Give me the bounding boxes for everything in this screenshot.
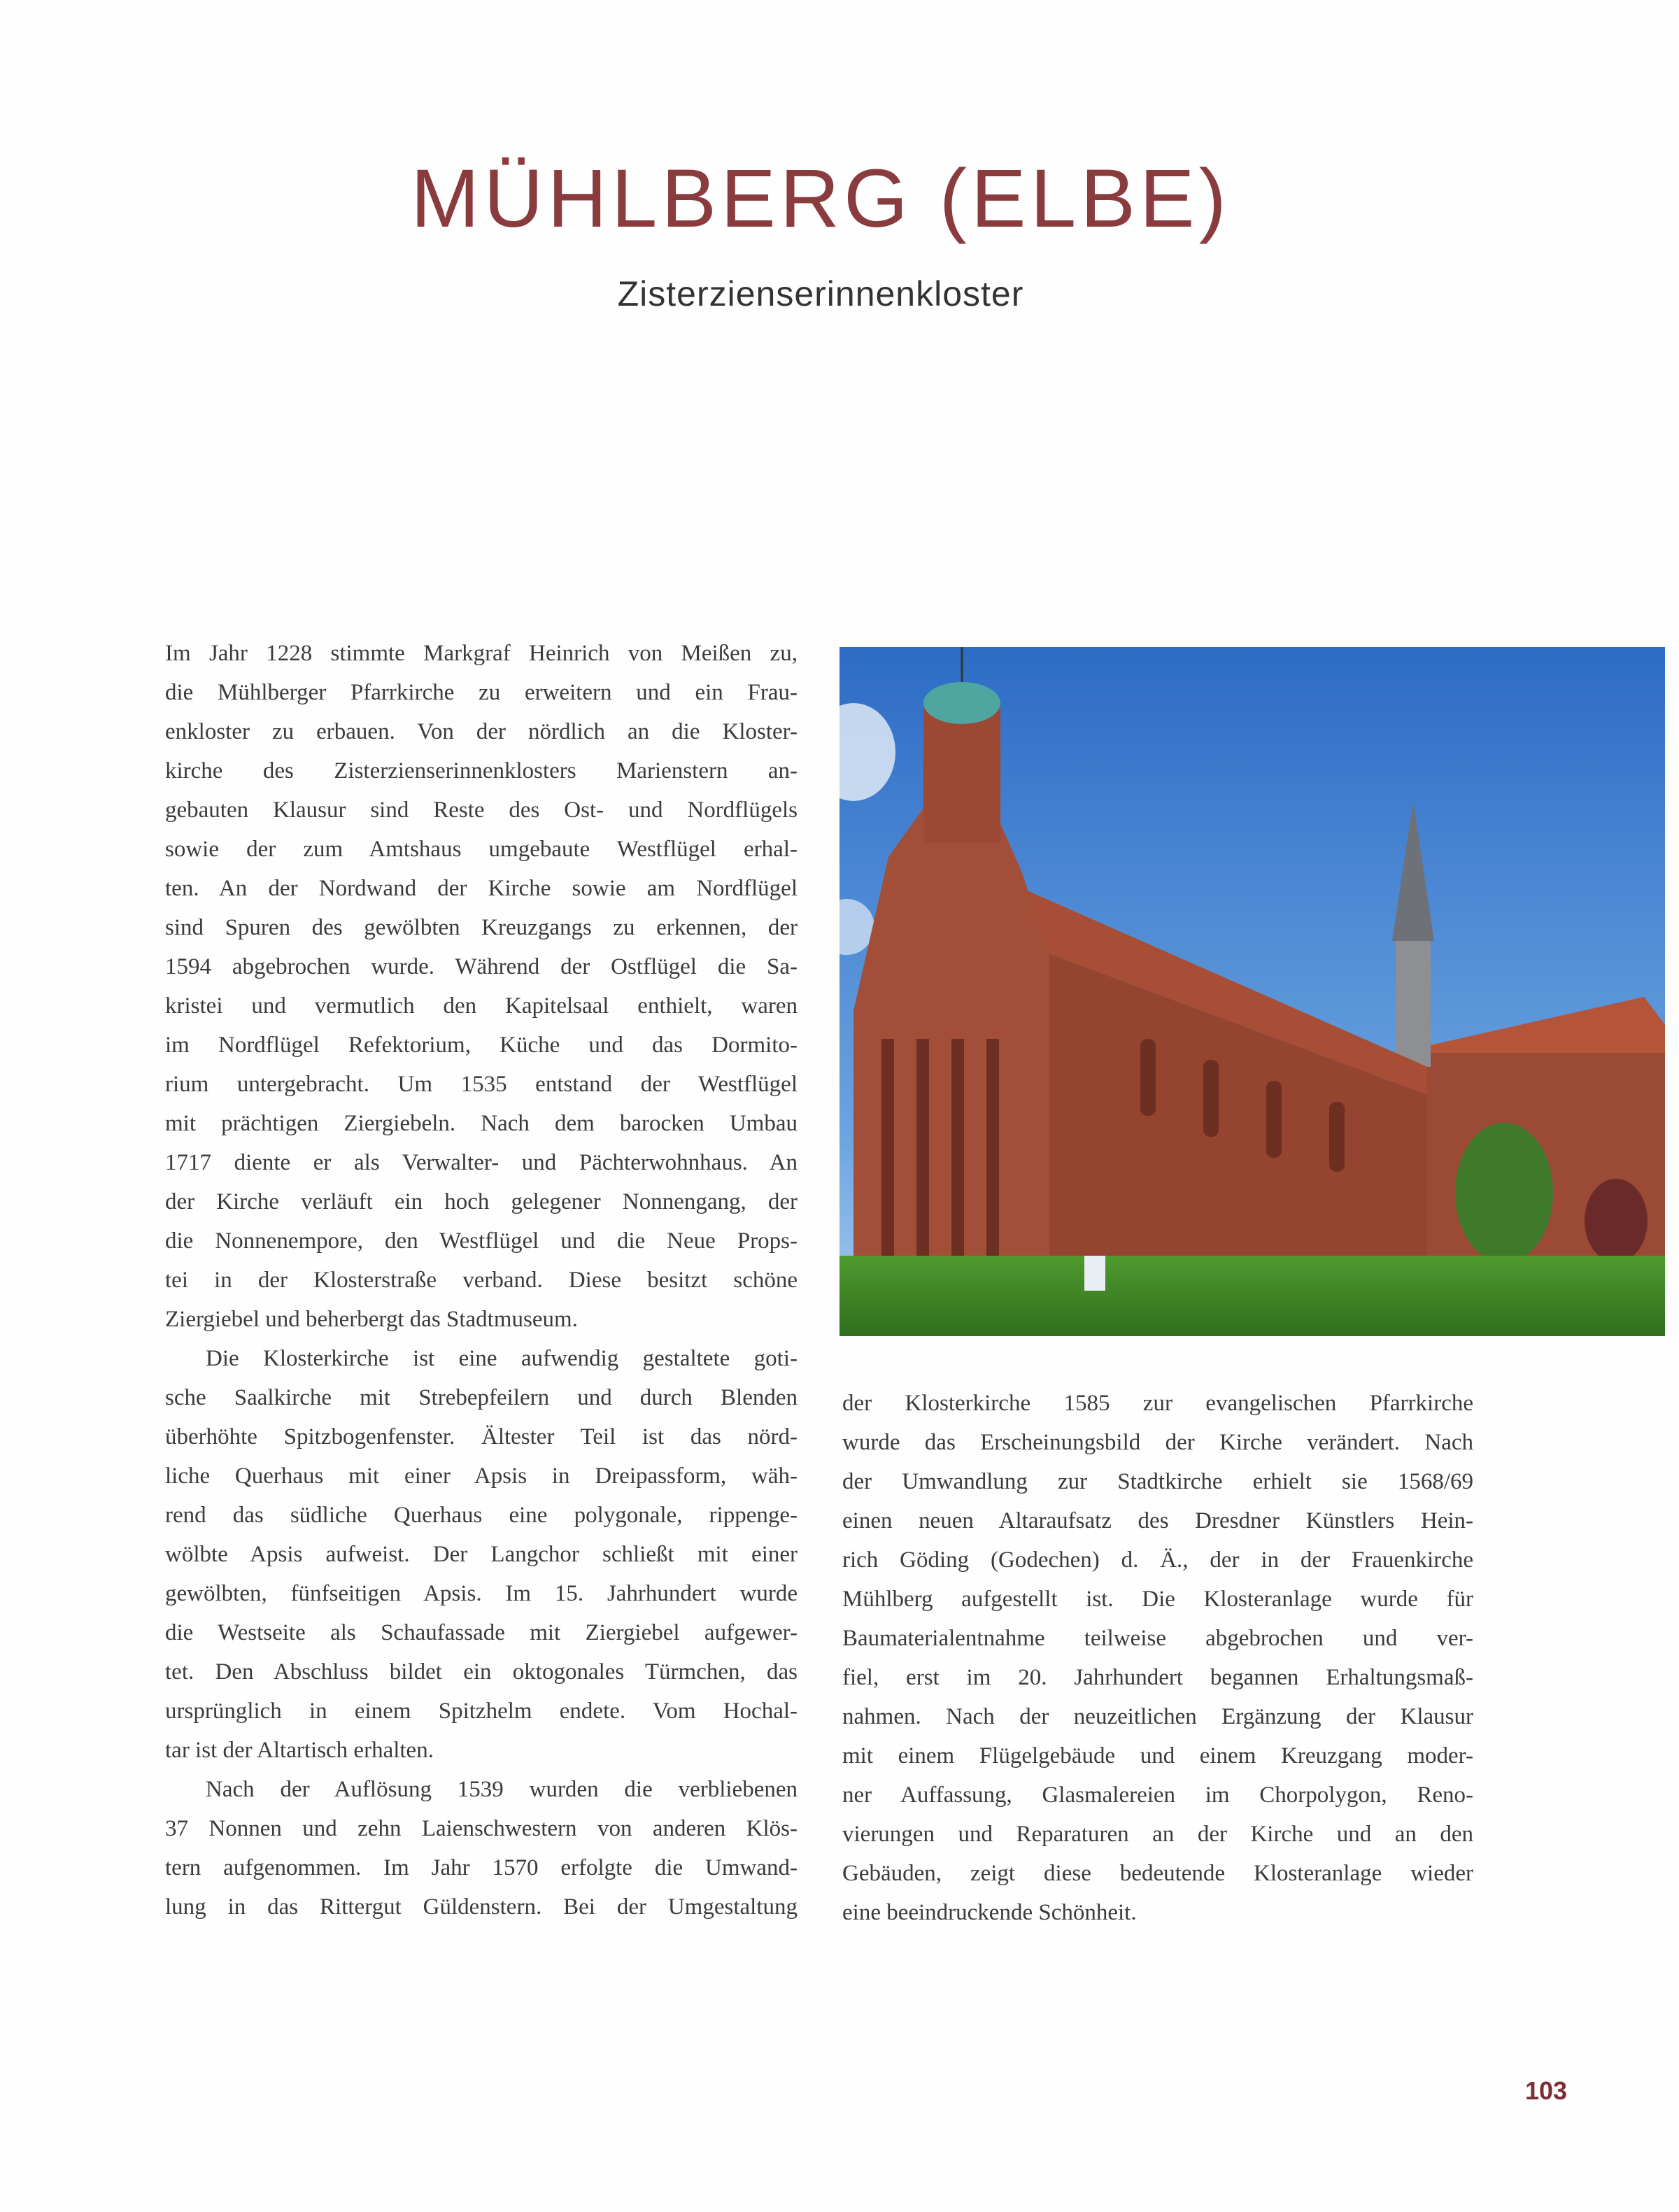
info-sign bbox=[1084, 1256, 1105, 1291]
text-line: 1594 abgebrochen wurde. Während der Ostflügel die Sa- bbox=[165, 954, 798, 979]
text-line: wölbte Apsis aufweist. Der Langchor schließt mit einer bbox=[165, 1542, 798, 1567]
page-title: MÜHLBERG (ELBE) bbox=[411, 153, 1231, 245]
text-line: im Nordflügel Refektorium, Küche und das Dormito- bbox=[165, 1033, 798, 1058]
text-line: Gebäuden, zeigt diese bedeutende Klosteranlage wieder bbox=[842, 1861, 1473, 1886]
text-line: sind Spuren des gewölbten Kreuzgangs zu erkennen, der bbox=[165, 915, 798, 940]
text-line: lung in das Rittergut Güldenstern. Bei der Umgestaltung bbox=[165, 1894, 798, 1920]
text-line: Baumaterialentnahme teilweise abgebrochen und ver- bbox=[842, 1626, 1473, 1651]
text-line: mit prächtigen Ziergiebeln. Nach dem barocken Umbau bbox=[165, 1111, 798, 1136]
text-line: 1717 diente er als Verwalter- und Pächterwohnhaus. An bbox=[165, 1150, 798, 1175]
text-line: enkloster zu erbauen. Von der nördlich an die Kloster- bbox=[165, 719, 798, 744]
tree bbox=[1455, 1123, 1553, 1263]
grass bbox=[840, 1256, 1665, 1336]
text-line: die Mühlberger Pfarrkirche zu erweitern und ein Frau- bbox=[165, 680, 798, 705]
text-line: sche Saalkirche mit Strebepfeilern und durch Blenden bbox=[165, 1385, 798, 1410]
text-line: fiel, erst im 20. Jahrhundert begannen Erhaltungsmaß- bbox=[842, 1665, 1473, 1690]
text-line: tei in der Klosterstraße verband. Diese besitzt schöne bbox=[165, 1268, 798, 1293]
text-line: vierungen und Reparaturen an der Kirche und an den bbox=[842, 1822, 1473, 1847]
text-line: wurde das Erscheinungsbild der Kirche verändert. Nach bbox=[842, 1430, 1473, 1455]
text-line: rend das südliche Querhaus eine polygonale, rippenge- bbox=[165, 1503, 798, 1528]
text-line: tern aufgenommen. Im Jahr 1570 erfolgte die Umwand- bbox=[165, 1855, 798, 1880]
text-line: Ziergiebel und beherbergt das Stadtmuseum. bbox=[165, 1307, 578, 1332]
text-line: Nach der Auflösung 1539 wurden die verbliebenen bbox=[206, 1777, 798, 1802]
page-subtitle: Zisterzienserinnenkloster bbox=[617, 274, 1024, 313]
text-line: gewölbten, fünfseitigen Apsis. Im 15. Jahrhundert wurde bbox=[165, 1581, 798, 1606]
text-line: einen neuen Altaraufsatz des Dresdner Künstlers Hein- bbox=[842, 1508, 1473, 1533]
text-line: nahmen. Nach der neuzeitlichen Ergänzung der Klausur bbox=[842, 1704, 1473, 1729]
text-line: die Westseite als Schaufassade mit Ziergiebel aufgewer- bbox=[165, 1620, 798, 1645]
page-number: 103 bbox=[1525, 2076, 1568, 2105]
text-column-left bbox=[165, 634, 798, 1927]
church-photo bbox=[840, 647, 1665, 1336]
text-line: Die Klosterkirche ist eine aufwendig gestaltete goti- bbox=[206, 1346, 798, 1371]
text-column-right bbox=[842, 1384, 1473, 1932]
text-line: überhöhte Spitzbogenfenster. Ältester Teil ist das nörd- bbox=[165, 1424, 798, 1449]
text-line: ner Auffassung, Glasmalereien im Chorpolygon, Reno- bbox=[842, 1782, 1473, 1808]
text-line: sowie der zum Amtshaus umgebaute Westflügel erhal- bbox=[165, 837, 798, 862]
text-line: ten. An der Nordwand der Kirche sowie am Nordflügel bbox=[165, 876, 798, 901]
text-line: kirche des Zisterzienserinnenklosters Marienstern an- bbox=[165, 758, 798, 784]
text-line: Im Jahr 1228 stimmte Markgraf Heinrich von Meißen zu, bbox=[165, 641, 798, 666]
text-line: Mühlberg aufgestellt ist. Die Klosteranlage wurde für bbox=[842, 1587, 1473, 1612]
text-line: tar ist der Altartisch erhalten. bbox=[165, 1738, 434, 1763]
text-line: gebauten Klausur sind Reste des Ost- und Nordflügels bbox=[165, 797, 798, 823]
text-line: rium untergebracht. Um 1535 entstand der Westflügel bbox=[165, 1072, 798, 1097]
text-line: liche Querhaus mit einer Apsis in Dreipassform, wäh- bbox=[165, 1463, 798, 1489]
text-line: eine beeindruckende Schönheit. bbox=[842, 1900, 1137, 1925]
text-line: rich Göding (Godechen) d. Ä., der in der Frauenkirche bbox=[842, 1547, 1473, 1573]
tower bbox=[1396, 941, 1431, 1067]
text-line: kristei und vermutlich den Kapitelsaal enthielt, waren bbox=[165, 993, 798, 1019]
text-line: der Kirche verläuft ein hoch gelegener Nonnengang, der bbox=[165, 1189, 798, 1214]
tower-dome bbox=[923, 682, 1000, 724]
text-line: tet. Den Abschluss bildet ein oktogonales Türmchen, das bbox=[165, 1659, 798, 1685]
text-line: der Klosterkirche 1585 zur evangelischen Pfarrkirche bbox=[842, 1391, 1473, 1416]
text-line: die Nonnenempore, den Westflügel und die Neue Props- bbox=[165, 1228, 798, 1254]
text-line: der Umwandlung zur Stadtkirche erhielt sie 1568/69 bbox=[842, 1469, 1473, 1494]
text-line: 37 Nonnen und zehn Laienschwestern von anderen Klös- bbox=[165, 1816, 798, 1841]
text-line: ursprünglich in einem Spitzhelm endete. Vom Hochal- bbox=[165, 1699, 798, 1724]
text-line: mit einem Flügelgebäude und einem Kreuzgang moder- bbox=[842, 1743, 1473, 1768]
